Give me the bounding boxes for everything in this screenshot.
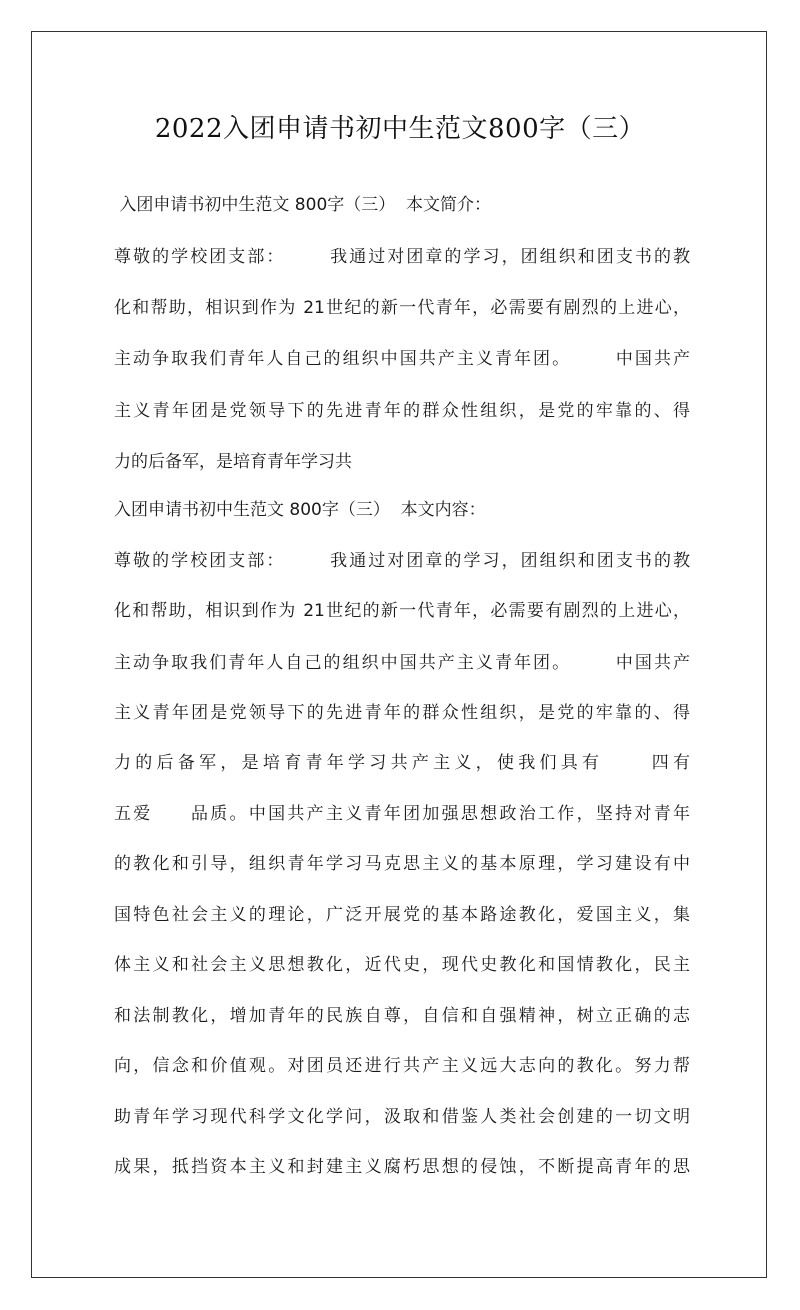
- paragraph-line: 主动争取我们青年人自己的组织中国共产主义青年团。 中国共产: [114, 653, 690, 673]
- paragraph-line: 主义青年团是党领导下的先进青年的群众性组织，是党的牢靠的、得: [114, 401, 690, 421]
- content-heading: 入团申请书初中生范文 800字（三） 本文内容：: [114, 500, 486, 520]
- paragraph-line: 力的后备军，是培育青年学习共: [114, 452, 352, 472]
- document-title: 2022入团申请书初中生范文800字（三）: [154, 114, 646, 144]
- paragraph-line: 的教化和引导，组织青年学习马克思主义的基本原理，学习建设有中: [114, 854, 690, 874]
- paragraph-line: 主动争取我们青年人自己的组织中国共产主义青年团。 中国共产: [114, 349, 690, 369]
- paragraph-line: 力的后备军，是培育青年学习共产主义，使我们具有 四有: [114, 753, 690, 773]
- paragraph-line: 化和帮助，相识到作为 21世纪的新一代青年，必需要有剧烈的上进心，: [114, 298, 690, 318]
- paragraph-line: 向，信念和价值观。对团员还进行共产主义远大志向的教化。努力帮: [114, 1056, 690, 1076]
- paragraph-line: 助青年学习现代科学文化学问，汲取和借鉴人类社会创建的一切文明: [114, 1107, 690, 1127]
- paragraph-line: 国特色社会主义的理论，广泛开展党的基本路途教化，爱国主义，集: [114, 905, 690, 925]
- intro-heading: 入团申请书初中生范文 800字（三） 本文简介：: [114, 195, 492, 215]
- paragraph-line: 体主义和社会主义思想教化，近代史，现代史教化和国情教化，民主: [114, 955, 690, 975]
- paragraph-line: 尊敬的学校团支部： 我通过对团章的学习，团组织和团支书的教: [114, 551, 690, 571]
- paragraph-line: 成果，抵挡资本主义和封建主义腐朽思想的侵蚀，不断提高青年的思: [114, 1157, 690, 1177]
- paragraph-line: 化和帮助，相识到作为 21世纪的新一代青年，必需要有剧烈的上进心，: [114, 601, 690, 621]
- paragraph-line: 主义青年团是党领导下的先进青年的群众性组织，是党的牢靠的、得: [114, 703, 690, 723]
- paragraph-line: 和法制教化，增加青年的民族自尊，自信和自强精神，树立正确的志: [114, 1006, 690, 1026]
- paragraph-line: 五爱 品质。中国共产主义青年团加强思想政治工作，坚持对青年: [114, 804, 690, 824]
- paragraph-line: 尊敬的学校团支部： 我通过对团章的学习，团组织和团支书的教: [114, 247, 690, 267]
